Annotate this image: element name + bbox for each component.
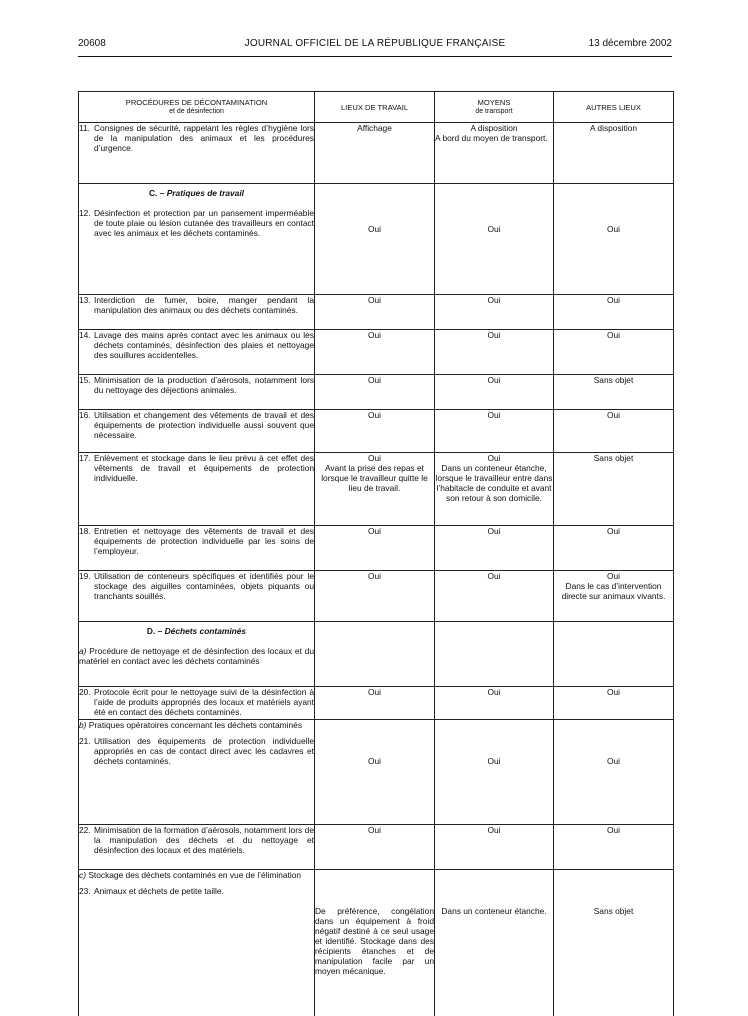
other-cell: Oui	[554, 184, 674, 295]
workplace-cell: Oui Avant la prise des repas et lorsque le travailleur quitte le lieu de travail.	[315, 453, 435, 526]
workplace-cell: Oui	[315, 295, 435, 330]
procedure-cell: 22. Minimisation de la formation d’aérosols, notamment lors de la manipulation des déchets et du nettoyage et désinfection des locaux et des matériels.	[79, 825, 315, 870]
table-row	[79, 687, 674, 720]
workplace-cell: Oui	[315, 410, 435, 453]
transport-cell: Oui	[435, 184, 554, 295]
page-header	[78, 34, 672, 57]
procedure-cell: 19. Utilisation de conteneurs spécifiques et identifiés pour le stockage des aiguilles contaminées, objets piquants ou tranchants souillés.	[79, 571, 315, 622]
other-cell: A disposition	[554, 123, 674, 184]
transport-cell	[435, 622, 554, 687]
workplace-cell: Oui	[315, 571, 435, 622]
transport-cell: Oui	[435, 330, 554, 375]
table-row	[79, 870, 674, 1016]
workplace-cell	[315, 622, 435, 687]
other-cell	[554, 622, 674, 687]
procedure-cell: C. – Pratiques de travail 12. Désinfection et protection par un pansement imperméable de toute plaie ou lésion cutanée des travailleurs en contact avec les animaux et les déchets contaminés.	[79, 184, 315, 295]
other-cell: Sans objet	[554, 870, 674, 1016]
procedure-cell: c) Stockage des déchets contaminés en vue de l’élimination 23. Animaux et déchets de petite taille.	[79, 870, 315, 1016]
other-cell: Sans objet	[554, 453, 674, 526]
table-row	[79, 526, 674, 571]
column-header-other: AUTRES LIEUX	[554, 92, 674, 123]
other-cell: Oui Dans le cas d’intervention directe sur animaux vivants.	[554, 571, 674, 622]
workplace-cell: Oui	[315, 330, 435, 375]
other-cell: Oui	[554, 295, 674, 330]
table-row	[79, 375, 674, 410]
procedure-cell: 11. Consignes de sécurité, rappelant les règles d’hygiène lors de la manipulation des animaux et les procédures d’urgence.	[79, 123, 315, 184]
transport-cell: Oui	[435, 526, 554, 571]
decontamination-table	[78, 91, 674, 1016]
transport-cell: Oui	[435, 375, 554, 410]
other-cell: Oui	[554, 687, 674, 720]
transport-cell: Oui	[435, 410, 554, 453]
subsection-b: b) Pratiques opératoires concernant les déchets contaminés	[79, 720, 314, 730]
transport-cell: Oui	[435, 295, 554, 330]
procedure-cell: 16. Utilisation et changement des vêtements de travail et des équipements de protection individuelle aussi souvent que nécessaire.	[79, 410, 315, 453]
table-row	[79, 453, 674, 526]
workplace-cell: Affichage	[315, 123, 435, 184]
column-header-procedures: PROCÉDURES DE DÉCONTAMINATION et de désinfection	[79, 92, 315, 123]
workplace-cell: Oui	[315, 720, 435, 825]
page-number: 20608	[78, 38, 106, 49]
transport-cell: A disposition A bord du moyen de transport.	[435, 123, 554, 184]
section-heading-c: C. – Pratiques de travail	[79, 188, 314, 198]
table-header-row	[79, 92, 674, 123]
table-row	[79, 571, 674, 622]
procedure-cell: 15. Minimisation de la production d’aérosols, notamment lors du nettoyage des déjections animales.	[79, 375, 315, 410]
table-row	[79, 295, 674, 330]
workplace-cell: De préférence, congélation dans un équipement à froid négatif destiné à ce seul usage et identifié. Stockage dans des récipients étanches et de manipulation facile par un moyen mécanique.	[315, 870, 435, 1016]
table-row	[79, 410, 674, 453]
workplace-cell: Oui	[315, 687, 435, 720]
other-cell: Oui	[554, 825, 674, 870]
transport-cell: Dans un conteneur étanche.	[435, 870, 554, 1016]
table-row	[79, 330, 674, 375]
workplace-cell: Oui	[315, 825, 435, 870]
column-header-transport: MOYENS de transport	[435, 92, 554, 123]
table-row	[79, 123, 674, 184]
procedure-cell	[79, 622, 315, 687]
procedure-cell: 13. Interdiction de fumer, boire, manger pendant la manipulation des animaux ou des déchets contaminés.	[79, 295, 315, 330]
procedure-cell: 18. Entretien et nettoyage des vêtements de travail et des équipements de protection individuelle par les soins de l’employeur.	[79, 526, 315, 571]
transport-cell: Oui Dans un conteneur étanche, lorsque le travailleur entre dans l’habitacle de conduite et avant son retour à son domicile.	[435, 453, 554, 526]
transport-cell: Oui	[435, 720, 554, 825]
table-row	[79, 720, 674, 825]
workplace-cell: Oui	[315, 184, 435, 295]
column-header-workplace: LIEUX DE TRAVAIL	[315, 92, 435, 123]
transport-cell: Oui	[435, 825, 554, 870]
subsection-c: c) Stockage des déchets contaminés en vue de l’élimination	[79, 870, 314, 880]
transport-cell: Oui	[435, 687, 554, 720]
table-row	[79, 184, 674, 295]
procedure-cell: 20. Protocole écrit pour le nettoyage suivi de la désinfection à l’aide de produits appropriés des locaux et matériels ayant été en contact des déchets contaminés.	[79, 687, 315, 720]
transport-cell: Oui	[435, 571, 554, 622]
other-cell: Oui	[554, 526, 674, 571]
publication-date: 13 décembre 2002	[589, 38, 672, 49]
table-row	[79, 622, 674, 687]
section-heading-d: D. – Déchets contaminés	[79, 626, 314, 636]
workplace-cell: Oui	[315, 526, 435, 571]
procedure-cell: 17. Enlèvement et stockage dans le lieu prévu à cet effet des vêtements de travail et équipements de protection individuelle.	[79, 453, 315, 526]
procedure-cell: b) Pratiques opératoires concernant les déchets contaminés 21. Utilisation des équipements de protection individuelle appropriés en cas de contact direct avec les cadavres et déchets contaminés.	[79, 720, 315, 825]
subsection-a: a) Procédure de nettoyage et de désinfection des locaux et du matériel en contact avec les déchets contaminés	[79, 646, 314, 666]
other-cell: Oui	[554, 330, 674, 375]
workplace-cell: Oui	[315, 375, 435, 410]
table-row	[79, 825, 674, 870]
procedure-cell: 14. Lavage des mains après contact avec les animaux ou les déchets contaminés, désinfection des plaies et nettoyage des souillures accidentelles.	[79, 330, 315, 375]
journal-title: JOURNAL OFFICIEL DE LA RÉPUBLIQUE FRANÇAISE	[78, 38, 672, 49]
other-cell: Sans objet	[554, 375, 674, 410]
other-cell: Oui	[554, 410, 674, 453]
other-cell: Oui	[554, 720, 674, 825]
